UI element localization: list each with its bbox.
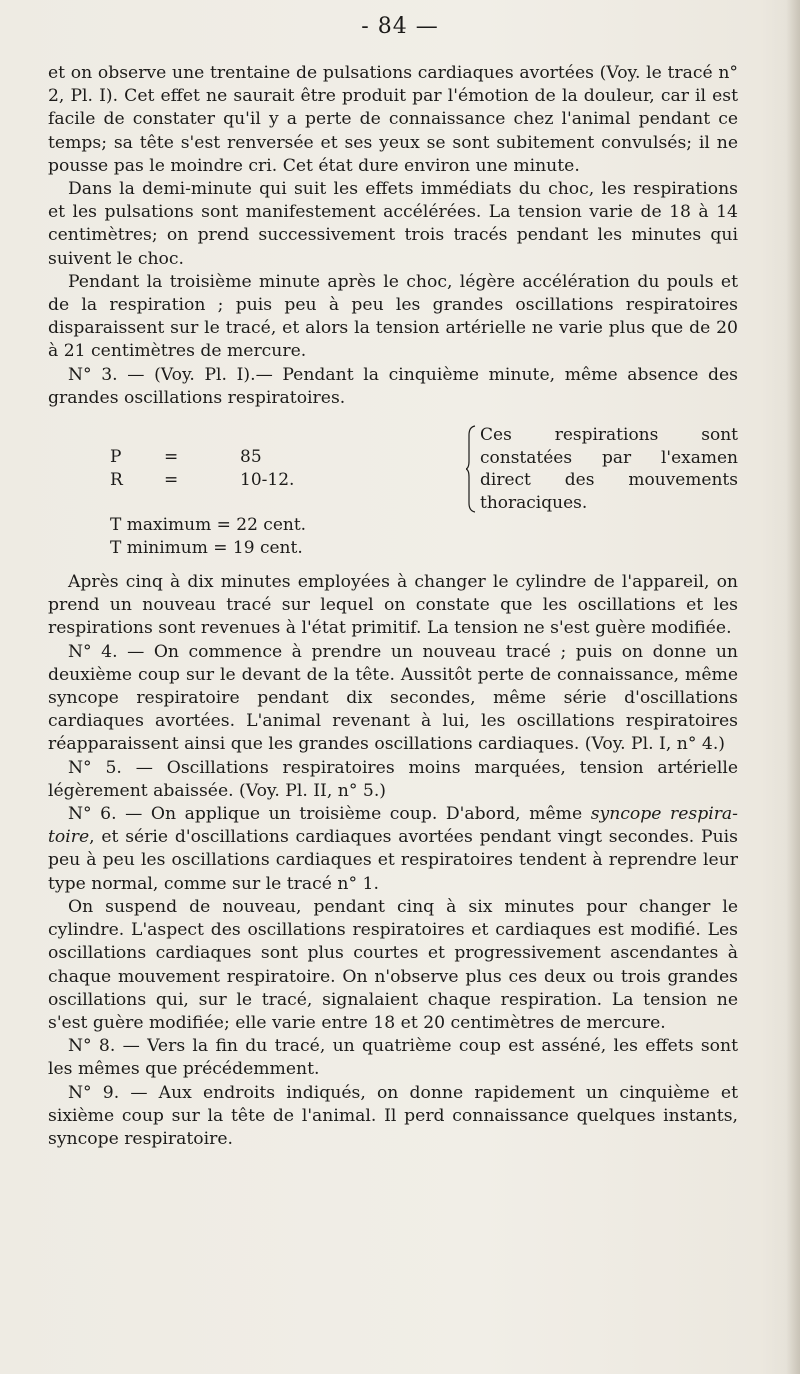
- pulse-value: 85: [240, 447, 262, 468]
- page-number: - 84 —: [361, 14, 439, 39]
- respiration-value: 10-12.: [240, 470, 295, 491]
- respiration-label: R: [110, 470, 123, 491]
- paragraph: N° 8. — Vers la fin du tracé, un quatrième coup est asséné, les effets sont les mêmes que précédemment.: [48, 1036, 738, 1080]
- tension-max: T maximum = 22 cent.: [110, 515, 307, 536]
- pulse-equals: =: [164, 447, 179, 468]
- left-brace-icon: [466, 425, 476, 513]
- paragraph: Pendant la troisième minute après le choc, légère accélération du pouls et de la respiration ; puis peu à peu les grandes oscillations respiratoires disparaissent sur le tracé, et alors la tension artérielle ne varie plus que de 20 à 21 centimètres de mercure.: [48, 271, 738, 362]
- paragraph: et on observe une trentaine de pulsations cardiaques avortées (Voy. le tracé n° 2, Pl. I). Cet effet ne saurait être produit par l'émotion de la douleur, car il est facile de constater qu'il y a perte de connaissance chez l'animal pendant ce temps; sa tête s'est renversée et ses yeux se sont subitement convulsés; il ne pousse pas le moindre cri. Cet état dure environ une minute.: [48, 63, 738, 176]
- note-line: thoraciques.: [480, 492, 588, 513]
- paragraph: Dans la demi-minute qui suit les effets immédiats du choc, les respirations et les pulsations sont manifestement accélérées. La tension varie de 18 à 14 centimètres; on prend successivement trois tracés pendant les minutes qui suivent le choc.: [48, 179, 738, 269]
- body-text: [48, 62, 738, 1151]
- note-line: direct des mouvements: [480, 470, 738, 491]
- paragraph: N° 4. — On commence à prendre un nouveau tracé ; puis on donne un deuxième coup sur le devant de la tête. Aussitôt perte de connaissance, même syncope respiratoire pendant dix secondes, même série d'oscillations cardiaques avortées. L'animal revenant à lui, les oscillations respiratoires réapparaissent ainsi que les grandes oscillations cardiaques. (Voy. Pl. I, n° 4.): [48, 641, 738, 755]
- italic-term: syncope respira-toire: [48, 804, 738, 848]
- tension-min: T minimum = 19 cent.: [110, 538, 303, 559]
- paragraph: N° 9. — Aux endroits indiqués, on donne rapidement un cinquième et sixième coup sur la tête de l'animal. Il perd connaissance quelques instants, syncope respiratoire.: [48, 1082, 738, 1149]
- paragraph-text: , et série d'oscillations cardiaques avortées pendant vingt secondes. Puis peu à peu les oscillations cardiaques et respiratoires tendent à reprendre leur type normal, comme sur le tracé n° 1.: [48, 827, 738, 894]
- pulse-label: P: [110, 447, 122, 468]
- paragraph: Après cinq à dix minutes employées à changer le cylindre de l'appareil, on prend un nouveau tracé sur lequel on constate que les oscillations et les respirations sont revenues à l'état primitif. La tension ne s'est guère modifiée.: [48, 572, 738, 639]
- respiration-note: [480, 424, 738, 514]
- note-line: Ces respirations sont: [480, 425, 738, 446]
- paragraph: [48, 803, 738, 896]
- page-edge-shadow: [786, 0, 800, 1374]
- measurement-block: [48, 424, 738, 559]
- paragraph: On suspend de nouveau, pendant cinq à six minutes pour changer le cylindre. L'aspect des oscillations respiratoires et cardiaques est modifié. Les oscillations cardiaques sont plus courtes et progressivement ascendantes à chaque mouvement respiratoire. On n'observe plus ces deux ou trois grandes oscillations qui, sur le tracé, signalaient chaque respiration. La tension ne s'est guère modifiée; elle varie entre 18 et 20 centimètres de mercure.: [48, 896, 738, 1033]
- paragraph-text: N° 6. — On applique un troisième coup. D'abord, même: [68, 804, 591, 825]
- paragraph: N° 3. — (Voy. Pl. I).— Pendant la cinquième minute, même absence des grandes oscillations respiratoires.: [48, 364, 738, 408]
- note-line: constatées par l'examen: [480, 447, 738, 468]
- paragraph: N° 5. — Oscillations respiratoires moins marquées, tension artérielle légèrement abaissée. (Voy. Pl. II, n° 5.): [48, 757, 738, 801]
- respiration-equals: =: [164, 470, 179, 491]
